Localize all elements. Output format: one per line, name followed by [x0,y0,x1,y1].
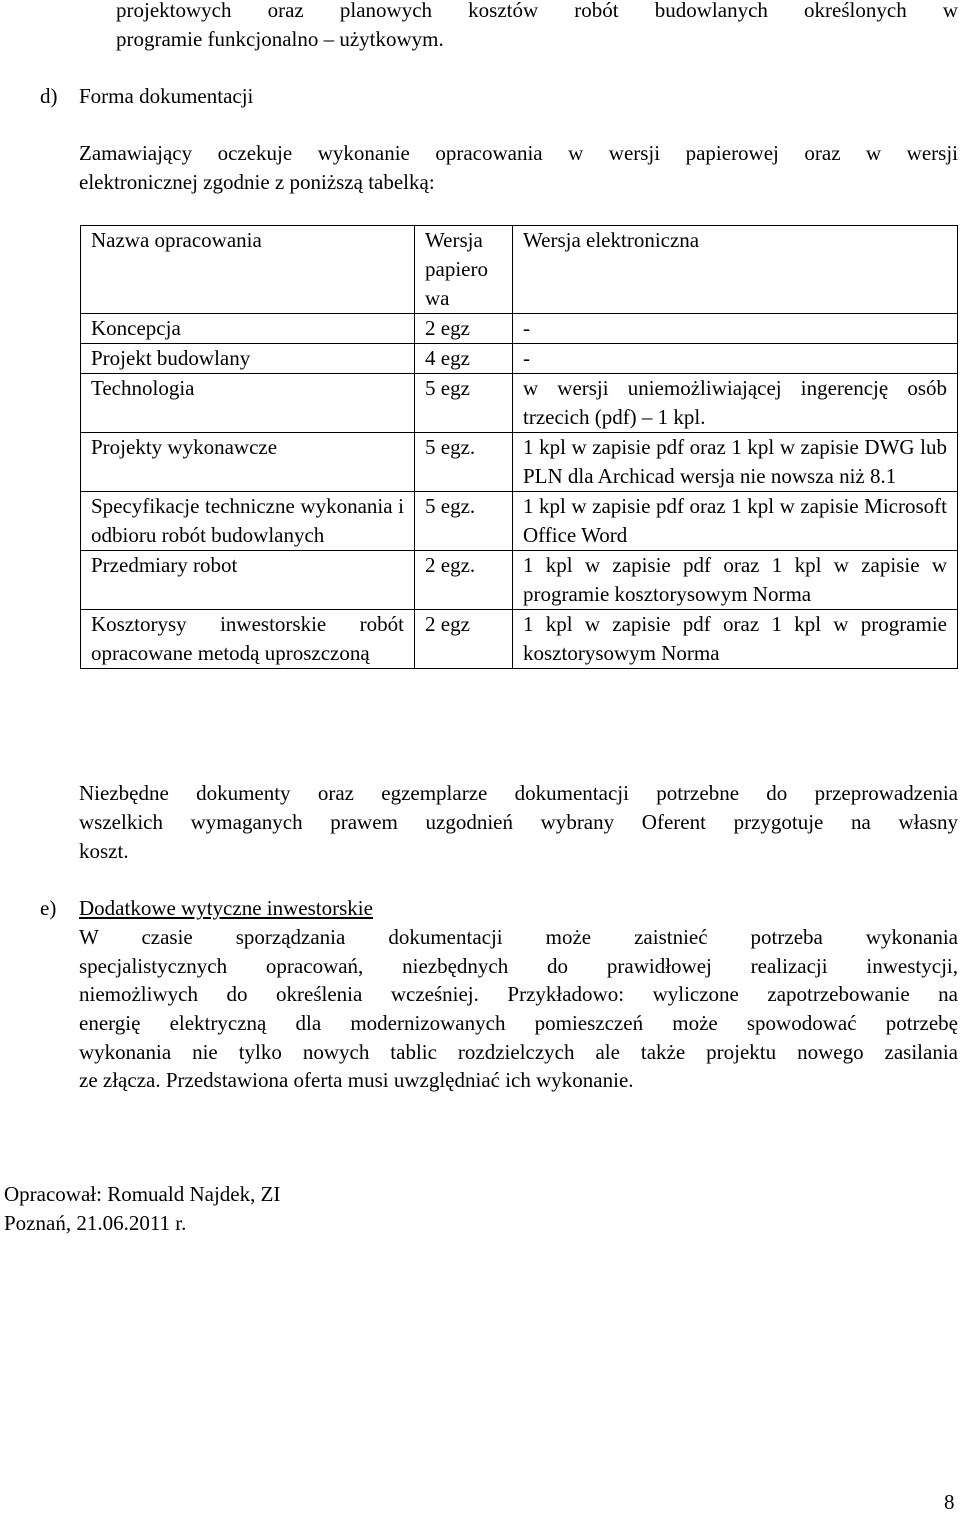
table-row [81,374,958,433]
table-row [81,314,958,344]
signature-author: Opracował: Romuald Najdek, ZI [4,1182,281,1206]
table-cell: 1 kpl w zapisie pdf oraz 1 kpl w zapisie Microsoft Office Word [513,492,958,551]
section-e-line-4: energię elektryczną dla modernizowanych pomieszczeń może spowodować potrzebę [79,1011,958,1035]
table-cell: Przedmiary robot [81,551,415,610]
table-cell: 2 egz. [415,551,513,610]
section-d-title: Forma dokumentacji [79,84,254,108]
section-e-line-2: specjalistycznych opracowań, niezbędnych do prawidłowej realizacji inwestycji, [79,954,958,978]
section-e-line-5: wykonania nie tylko nowych tablic rozdzielczych ale także projektu nowego zasilania [79,1040,958,1064]
section-e-title: Dodatkowe wytyczne inwestorskie [79,896,373,920]
table-cell: Koncepcja [81,314,415,344]
table-cell: - [513,344,958,374]
table-row [81,551,958,610]
table-cell: w wersji uniemożliwiającej ingerencję osób trzecich (pdf) – 1 kpl. [513,374,958,433]
page-number: 8 [944,1490,955,1514]
table-cell: 4 egz [415,344,513,374]
table-header-cell: Wersja elektroniczna [513,226,958,314]
table-cell: 2 egz [415,610,513,669]
section-e-line-6: ze złącza. Przedstawiona oferta musi uwzględniać ich wykonanie. [79,1068,634,1092]
after-table-line-1: Niezbędne dokumenty oraz egzemplarze dokumentacji potrzebne do przeprowadzenia [79,781,958,805]
section-e-line-3: niemożliwych do określenia wcześniej. Przykładowo: wyliczone zapotrzebowanie na [79,982,958,1006]
table-cell: 1 kpl w zapisie pdf oraz 1 kpl w programie kosztorysowym Norma [513,610,958,669]
after-table-line-3: koszt. [79,839,129,863]
table-cell: 5 egz. [415,433,513,492]
table-cell: Technologia [81,374,415,433]
table-cell: Projekty wykonawcze [81,433,415,492]
intro-line-1: projektowych oraz planowych kosztów robót budowlanych określonych w [116,0,958,22]
section-d-para-line-2: elektronicznej zgodnie z poniższą tabelką: [79,170,435,194]
table-header-cell: Nazwa opracowania [81,226,415,314]
section-e-line-1: W czasie sporządzania dokumentacji może zaistnieć potrzeba wykonania [79,925,958,949]
signature-place-date: Poznań, 21.06.2011 r. [4,1211,187,1235]
documentation-table [80,225,958,669]
table-row [81,344,958,374]
section-d-para-line-1: Zamawiający oczekuje wykonanie opracowania w wersji papierowej oraz w wersji [79,141,958,165]
table-cell: 1 kpl w zapisie pdf oraz 1 kpl w zapisie w programie kosztorysowym Norma [513,551,958,610]
table-row [81,433,958,492]
table-cell: Projekt budowlany [81,344,415,374]
section-d-label: d) [40,84,58,108]
table-cell: Kosztorysy inwestorskie robót opracowane metodą uproszczoną [81,610,415,669]
table-header-row [81,226,958,314]
table-cell: - [513,314,958,344]
after-table-line-2: wszelkich wymaganych prawem uzgodnień wybrany Oferent przygotuje na własny [79,810,958,834]
table-cell: Specyfikacje techniczne wykonania i odbioru robót budowlanych [81,492,415,551]
section-e-label: e) [40,896,57,920]
table-row [81,492,958,551]
table-cell: 5 egz [415,374,513,433]
table-header-cell: Wersja papiero wa [415,226,513,314]
table-cell: 1 kpl w zapisie pdf oraz 1 kpl w zapisie DWG lub PLN dla Archicad wersja nie nowsza niż 8.1 [513,433,958,492]
table-row [81,610,958,669]
table-cell: 5 egz. [415,492,513,551]
intro-line-2: programie funkcjonalno – użytkowym. [116,27,444,51]
table-cell: 2 egz [415,314,513,344]
